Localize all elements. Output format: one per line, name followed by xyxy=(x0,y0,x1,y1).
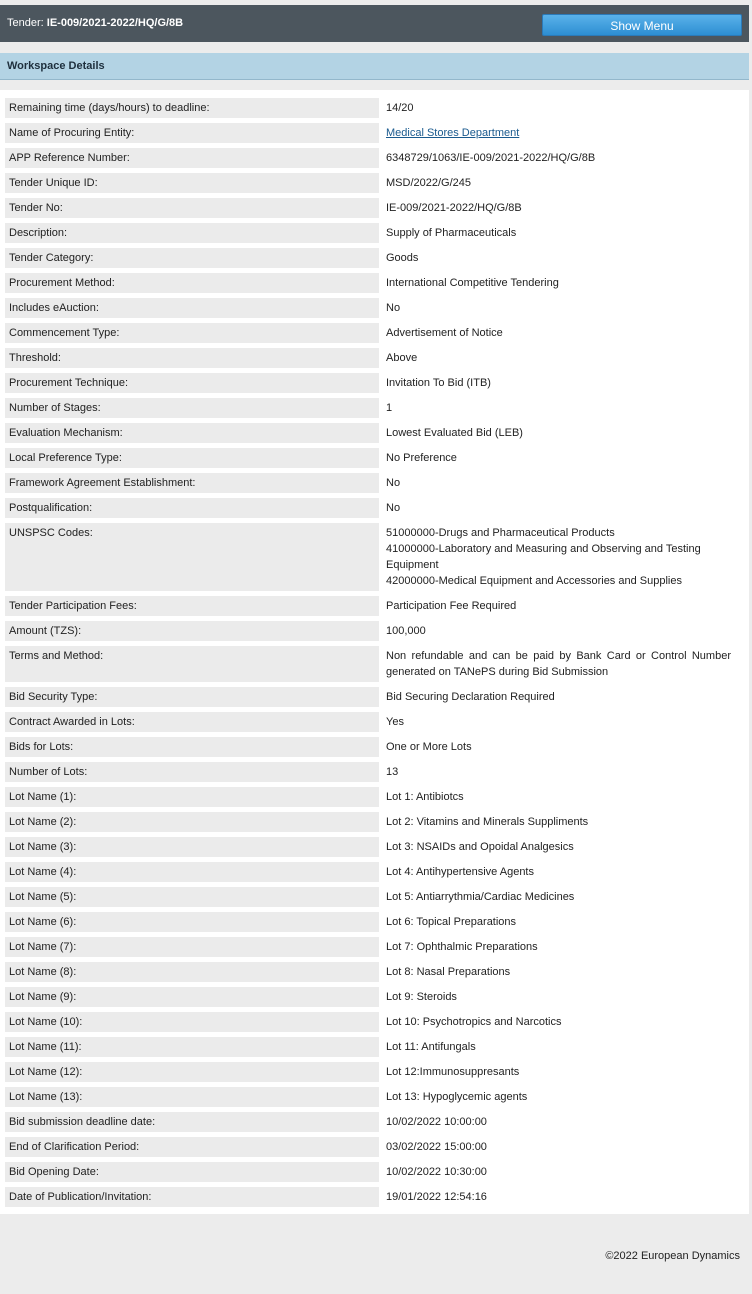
detail-row xyxy=(5,1012,731,1032)
detail-row xyxy=(5,621,731,641)
detail-label: Remaining time (days/hours) to deadline: xyxy=(5,98,379,118)
detail-spacer xyxy=(379,862,386,882)
detail-value: Participation Fee Required xyxy=(386,600,517,612)
detail-label: Lot Name (11): xyxy=(5,1037,379,1057)
detail-label: Lot Name (1): xyxy=(5,787,379,807)
detail-value: Lot 12:Immunosuppresants xyxy=(386,1066,520,1078)
detail-spacer xyxy=(379,837,386,857)
detail-spacer xyxy=(379,596,386,616)
detail-spacer xyxy=(379,812,386,832)
detail-label: Tender Category: xyxy=(5,248,379,268)
detail-spacer xyxy=(379,962,386,982)
detail-row xyxy=(5,737,731,757)
detail-label: Lot Name (12): xyxy=(5,1062,379,1082)
detail-spacer xyxy=(379,523,386,591)
detail-label: Bid Opening Date: xyxy=(5,1162,379,1182)
footer xyxy=(0,1229,749,1294)
unspsc-code: 51000000-Drugs and Pharmaceutical Products xyxy=(386,527,615,539)
detail-row xyxy=(5,423,731,443)
detail-label: Tender Participation Fees: xyxy=(5,596,379,616)
detail-row xyxy=(5,173,731,193)
detail-spacer xyxy=(379,737,386,757)
detail-value: Lowest Evaluated Bid (LEB) xyxy=(386,427,523,439)
detail-spacer xyxy=(379,1062,386,1082)
detail-spacer xyxy=(379,248,386,268)
detail-spacer xyxy=(379,198,386,218)
detail-label: Lot Name (10): xyxy=(5,1012,379,1032)
detail-value: Goods xyxy=(386,252,419,264)
detail-value: International Competitive Tendering xyxy=(386,277,559,289)
detail-row xyxy=(5,787,731,807)
detail-spacer xyxy=(379,621,386,641)
detail-spacer xyxy=(379,123,386,143)
detail-spacer xyxy=(379,1037,386,1057)
detail-spacer xyxy=(379,1112,386,1132)
detail-spacer xyxy=(379,646,386,682)
detail-spacer xyxy=(379,887,386,907)
detail-row xyxy=(5,912,731,932)
detail-spacer xyxy=(379,323,386,343)
detail-label: Amount (TZS): xyxy=(5,621,379,641)
detail-label: Lot Name (5): xyxy=(5,887,379,907)
detail-label: Lot Name (13): xyxy=(5,1087,379,1107)
detail-spacer xyxy=(379,423,386,443)
detail-spacer xyxy=(379,298,386,318)
detail-spacer xyxy=(379,762,386,782)
detail-spacer xyxy=(379,1012,386,1032)
detail-value: Lot 4: Antihypertensive Agents xyxy=(386,866,534,878)
detail-row xyxy=(5,273,731,293)
detail-value: 19/01/2022 12:54:16 xyxy=(386,1191,487,1203)
detail-value: Lot 6: Topical Preparations xyxy=(386,916,517,928)
workspace-details-header xyxy=(0,53,749,80)
unspsc-code: 41000000-Laboratory and Measuring and Observing and Testing Equipment xyxy=(386,543,701,571)
detail-row xyxy=(5,148,731,168)
detail-value: 10/02/2022 10:00:00 xyxy=(386,1116,487,1128)
detail-row xyxy=(5,198,731,218)
detail-value: Lot 8: Nasal Preparations xyxy=(386,966,511,978)
detail-label: Contract Awarded in Lots: xyxy=(5,712,379,732)
detail-value: No xyxy=(386,477,401,489)
detail-row xyxy=(5,323,731,343)
detail-row xyxy=(5,762,731,782)
detail-row xyxy=(5,887,731,907)
show-menu-button[interactable]: Show Menu xyxy=(542,14,742,36)
detail-value: Lot 7: Ophthalmic Preparations xyxy=(386,941,538,953)
detail-spacer xyxy=(379,373,386,393)
detail-value: 14/20 xyxy=(386,102,414,114)
detail-row xyxy=(5,123,731,143)
detail-label: Tender Unique ID: xyxy=(5,173,379,193)
detail-value: 100,000 xyxy=(386,625,426,637)
detail-row xyxy=(5,248,731,268)
detail-row xyxy=(5,812,731,832)
detail-value: IE-009/2021-2022/HQ/G/8B xyxy=(386,202,522,214)
detail-row xyxy=(5,1112,731,1132)
detail-value: Lot 3: NSAIDs and Opoidal Analgesics xyxy=(386,841,574,853)
detail-spacer xyxy=(379,1137,386,1157)
tender-prefix: Tender: xyxy=(7,17,44,29)
details-table xyxy=(5,93,731,1212)
detail-row xyxy=(5,523,731,591)
detail-value: Lot 9: Steroids xyxy=(386,991,457,1003)
detail-spacer xyxy=(379,473,386,493)
detail-label: Number of Lots: xyxy=(5,762,379,782)
detail-value: 03/02/2022 15:00:00 xyxy=(386,1141,487,1153)
detail-row xyxy=(5,498,731,518)
detail-label: Threshold: xyxy=(5,348,379,368)
detail-row xyxy=(5,298,731,318)
detail-value: 13 xyxy=(386,766,399,778)
detail-value: 1 xyxy=(386,402,393,414)
detail-row xyxy=(5,596,731,616)
detail-spacer xyxy=(379,273,386,293)
detail-row xyxy=(5,1187,731,1207)
detail-spacer xyxy=(379,398,386,418)
detail-spacer xyxy=(379,498,386,518)
detail-spacer xyxy=(379,937,386,957)
detail-label: Local Preference Type: xyxy=(5,448,379,468)
detail-spacer xyxy=(379,987,386,1007)
detail-spacer xyxy=(379,787,386,807)
detail-row xyxy=(5,223,731,243)
detail-spacer xyxy=(379,223,386,243)
detail-spacer xyxy=(379,173,386,193)
detail-label: Postqualification: xyxy=(5,498,379,518)
detail-row xyxy=(5,687,731,707)
detail-value: Lot 11: Antifungals xyxy=(386,1041,476,1053)
detail-label: Bids for Lots: xyxy=(5,737,379,757)
detail-value: Lot 13: Hypoglycemic agents xyxy=(386,1091,528,1103)
detail-value: Non refundable and can be paid by Bank Card or Control Number generated on TANePS during Bid Submission xyxy=(386,650,731,678)
detail-row xyxy=(5,448,731,468)
detail-spacer xyxy=(379,712,386,732)
detail-label: Framework Agreement Establishment: xyxy=(5,473,379,493)
detail-spacer xyxy=(379,1087,386,1107)
unspsc-code: 42000000-Medical Equipment and Accessories and Supplies xyxy=(386,575,682,587)
detail-row xyxy=(5,348,731,368)
detail-value: Invitation To Bid (ITB) xyxy=(386,377,491,389)
copyright-text: ©2022 European Dynamics xyxy=(605,1250,740,1262)
procuring-entity-link[interactable]: Medical Stores Department xyxy=(386,127,520,139)
detail-value: 10/02/2022 10:30:00 xyxy=(386,1166,487,1178)
detail-spacer xyxy=(379,1187,386,1207)
detail-value: Lot 10: Psychotropics and Narcotics xyxy=(386,1016,562,1028)
detail-value: No Preference xyxy=(386,452,457,464)
detail-label: Lot Name (8): xyxy=(5,962,379,982)
detail-row xyxy=(5,646,731,682)
detail-row xyxy=(5,712,731,732)
detail-row xyxy=(5,373,731,393)
detail-label: Description: xyxy=(5,223,379,243)
detail-label: Name of Procuring Entity: xyxy=(5,123,379,143)
detail-label: Evaluation Mechanism: xyxy=(5,423,379,443)
detail-label: Commencement Type: xyxy=(5,323,379,343)
detail-label: Date of Publication/Invitation: xyxy=(5,1187,379,1207)
workspace-details-panel xyxy=(0,90,749,1214)
detail-value xyxy=(386,523,731,591)
detail-label: Procurement Method: xyxy=(5,273,379,293)
detail-value: Advertisement of Notice xyxy=(386,327,503,339)
detail-label: Includes eAuction: xyxy=(5,298,379,318)
detail-label: APP Reference Number: xyxy=(5,148,379,168)
detail-spacer xyxy=(379,148,386,168)
detail-row xyxy=(5,837,731,857)
detail-row xyxy=(5,1087,731,1107)
detail-label: Procurement Technique: xyxy=(5,373,379,393)
detail-label: Lot Name (4): xyxy=(5,862,379,882)
detail-row xyxy=(5,1062,731,1082)
detail-spacer xyxy=(379,687,386,707)
detail-label: Bid submission deadline date: xyxy=(5,1112,379,1132)
panel-title: Workspace Details xyxy=(7,60,105,72)
tender-title xyxy=(7,17,183,29)
detail-value: 6348729/1063/IE-009/2021-2022/HQ/G/8B xyxy=(386,152,596,164)
detail-spacer xyxy=(379,1162,386,1182)
detail-label: Tender No: xyxy=(5,198,379,218)
detail-label: Lot Name (2): xyxy=(5,812,379,832)
detail-value: No xyxy=(386,502,401,514)
detail-value: Above xyxy=(386,352,418,364)
detail-value: MSD/2022/G/245 xyxy=(386,177,471,189)
detail-label: End of Clarification Period: xyxy=(5,1137,379,1157)
top-bar xyxy=(0,5,749,42)
detail-value: Yes xyxy=(386,716,404,728)
detail-value xyxy=(386,123,731,143)
detail-value: Bid Securing Declaration Required xyxy=(386,691,555,703)
detail-row xyxy=(5,987,731,1007)
detail-row xyxy=(5,98,731,118)
detail-row xyxy=(5,1037,731,1057)
detail-spacer xyxy=(379,348,386,368)
detail-row xyxy=(5,862,731,882)
detail-row xyxy=(5,1137,731,1157)
detail-label: Terms and Method: xyxy=(5,646,379,682)
detail-row xyxy=(5,1162,731,1182)
detail-value: Lot 1: Antibiotcs xyxy=(386,791,464,803)
detail-label: UNSPSC Codes: xyxy=(5,523,379,591)
tender-number: IE-009/2021-2022/HQ/G/8B xyxy=(46,17,184,29)
detail-value: Lot 5: Antiarrythmia/Cardiac Medicines xyxy=(386,891,575,903)
detail-spacer xyxy=(379,448,386,468)
detail-row xyxy=(5,962,731,982)
detail-row xyxy=(5,473,731,493)
detail-spacer xyxy=(379,912,386,932)
detail-spacer xyxy=(379,98,386,118)
detail-label: Lot Name (3): xyxy=(5,837,379,857)
detail-value: One or More Lots xyxy=(386,741,472,753)
detail-value: Lot 2: Vitamins and Minerals Suppliments xyxy=(386,816,589,828)
detail-label: Lot Name (9): xyxy=(5,987,379,1007)
detail-value: Supply of Pharmaceuticals xyxy=(386,227,517,239)
detail-label: Lot Name (6): xyxy=(5,912,379,932)
detail-label: Number of Stages: xyxy=(5,398,379,418)
detail-label: Lot Name (7): xyxy=(5,937,379,957)
detail-label: Bid Security Type: xyxy=(5,687,379,707)
detail-row xyxy=(5,937,731,957)
detail-value: No xyxy=(386,302,401,314)
detail-row xyxy=(5,398,731,418)
